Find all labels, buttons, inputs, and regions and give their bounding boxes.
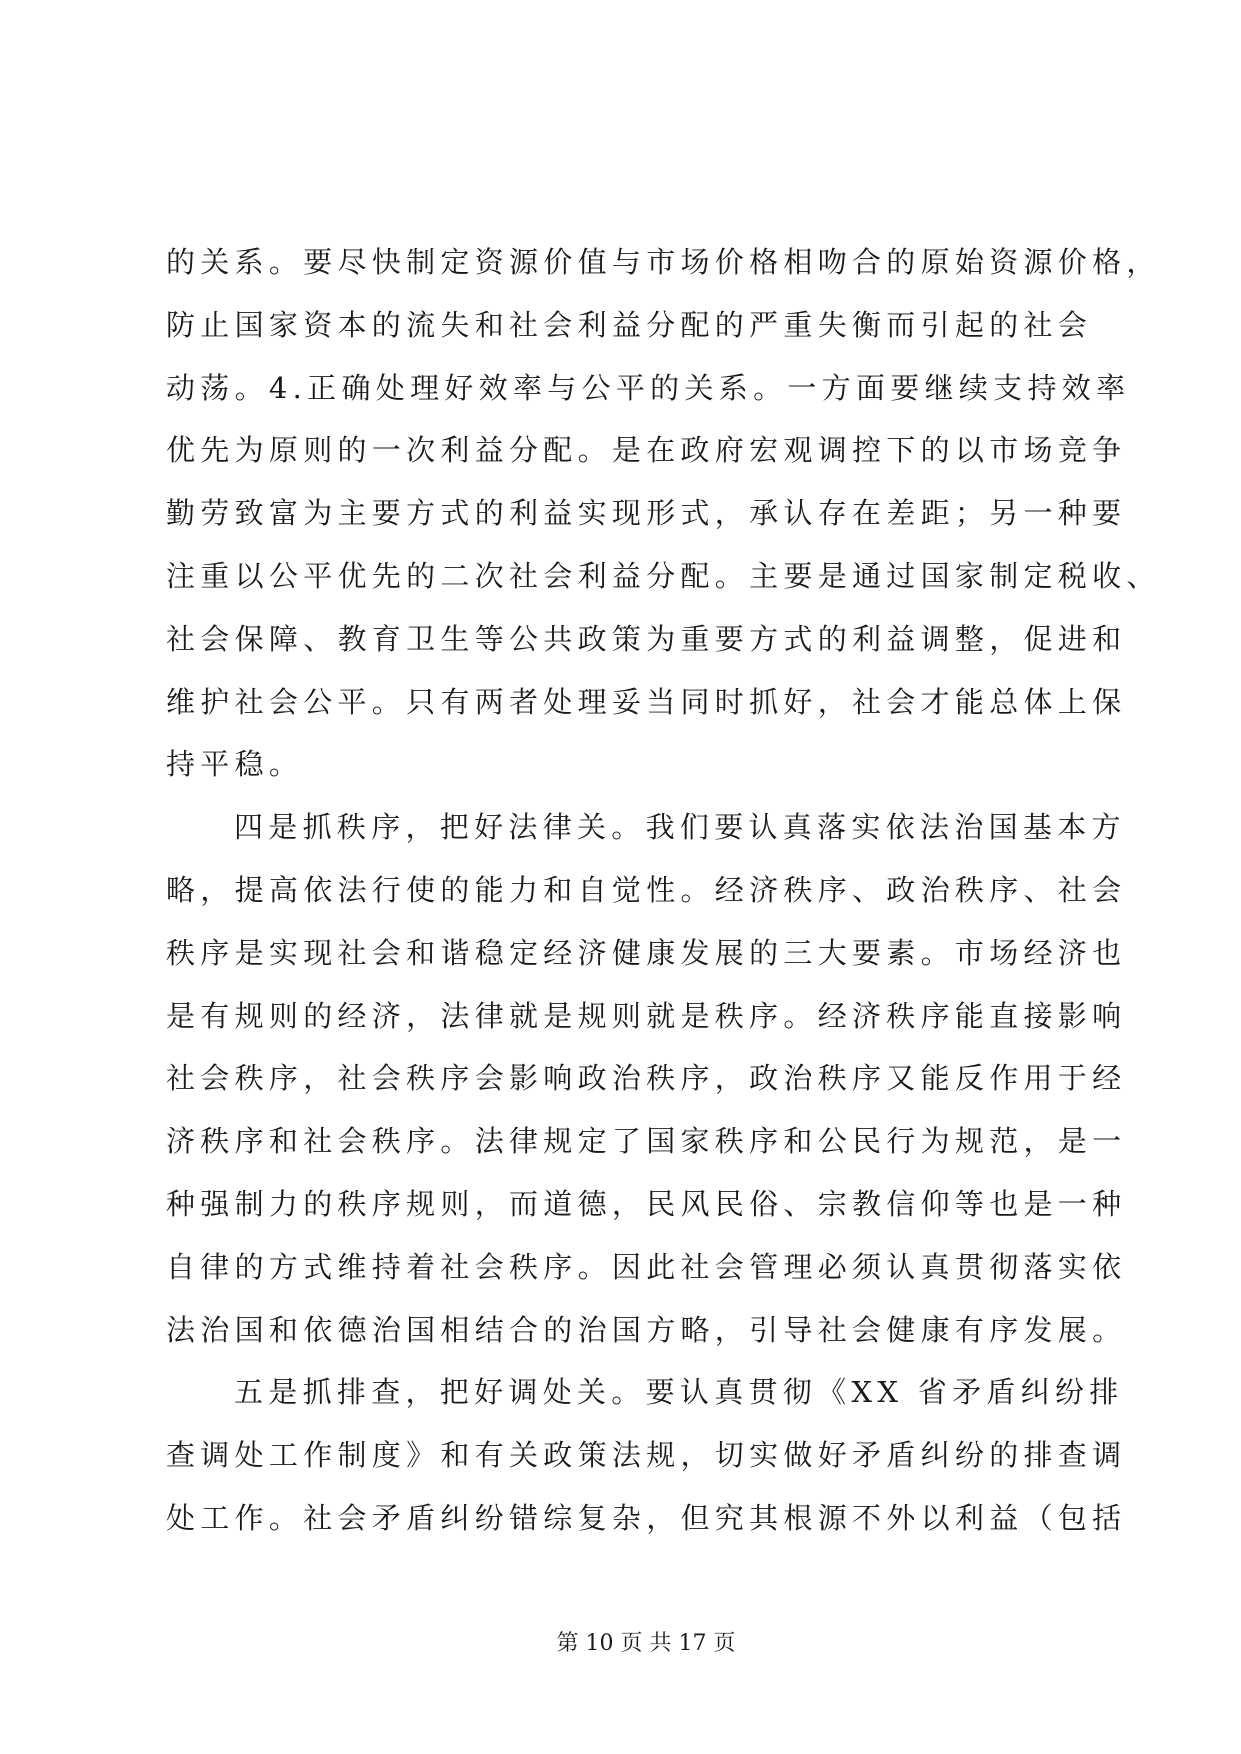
- text-line: 秩序是实现社会和谐稳定经济健康发展的三大要素。市场经济也: [166, 935, 1127, 970]
- body-text: [166, 231, 1166, 1550]
- text-line: 自律的方式维持着社会秩序。因此社会管理必须认真贯彻落实依: [166, 1249, 1127, 1284]
- text-line: 五是抓排查，把好调处关。要认真贯彻《XX 省矛盾纠纷排: [234, 1375, 1124, 1410]
- text-line: 勤劳致富为主要方式的利益实现形式，承认存在差距；另一种要: [166, 496, 1127, 531]
- text-line: 维护社会公平。只有两者处理妥当同时抓好，社会才能总体上保: [166, 684, 1127, 719]
- text-line: 是有规则的经济，法律就是规则就是秩序。经济秩序能直接影响: [166, 998, 1127, 1033]
- text-line: 种强制力的秩序规则，而道德，民风民俗、宗教信仰等也是一种: [166, 1186, 1127, 1221]
- text-line: 济秩序和社会秩序。法律规定了国家秩序和公民行为规范，是一: [166, 1124, 1127, 1159]
- paragraph: [166, 231, 1166, 796]
- paragraph: [166, 1361, 1166, 1549]
- text-line: 防止国家资本的流失和社会利益分配的严重失衡而引起的社会: [166, 307, 1093, 342]
- text-line: 社会保障、教育卫生等公共政策为重要方式的利益调整，促进和: [166, 621, 1127, 656]
- text-line: 动荡。4.正确处理好效率与公平的关系。一方面要继续支持效率: [166, 370, 1131, 405]
- text-line: 法治国和依德治国相结合的治国方略，引导社会健康有序发展。: [166, 1312, 1127, 1347]
- text-line: 持平稳。: [166, 747, 304, 782]
- text-line: 查调处工作制度》和有关政策法规，切实做好矛盾纠纷的排查调: [166, 1438, 1127, 1473]
- text-line: 优先为原则的一次利益分配。是在政府宏观调控下的以市场竞争: [166, 433, 1127, 468]
- text-line: 的关系。要尽快制定资源价值与市场价格相吻合的原始资源价格，: [166, 245, 1161, 279]
- text-line: 处工作。社会矛盾纠纷错综复杂，但究其根源不外以利益（包括: [166, 1500, 1127, 1535]
- text-line: 注重以公平优先的二次社会利益分配。主要是通过国家制定税收、: [166, 558, 1161, 593]
- paragraph: [166, 796, 1166, 1361]
- text-line: 四是抓秩序，把好法律关。我们要认真落实依法治国基本方: [234, 810, 1126, 845]
- text-line: 略，提高依法行使的能力和自觉性。经济秩序、政治秩序、社会: [166, 872, 1127, 907]
- text-line: 社会秩序，社会秩序会影响政治秩序，政治秩序又能反作用于经: [166, 1061, 1127, 1096]
- page-number: 第 10 页 共 17 页: [556, 1631, 736, 1656]
